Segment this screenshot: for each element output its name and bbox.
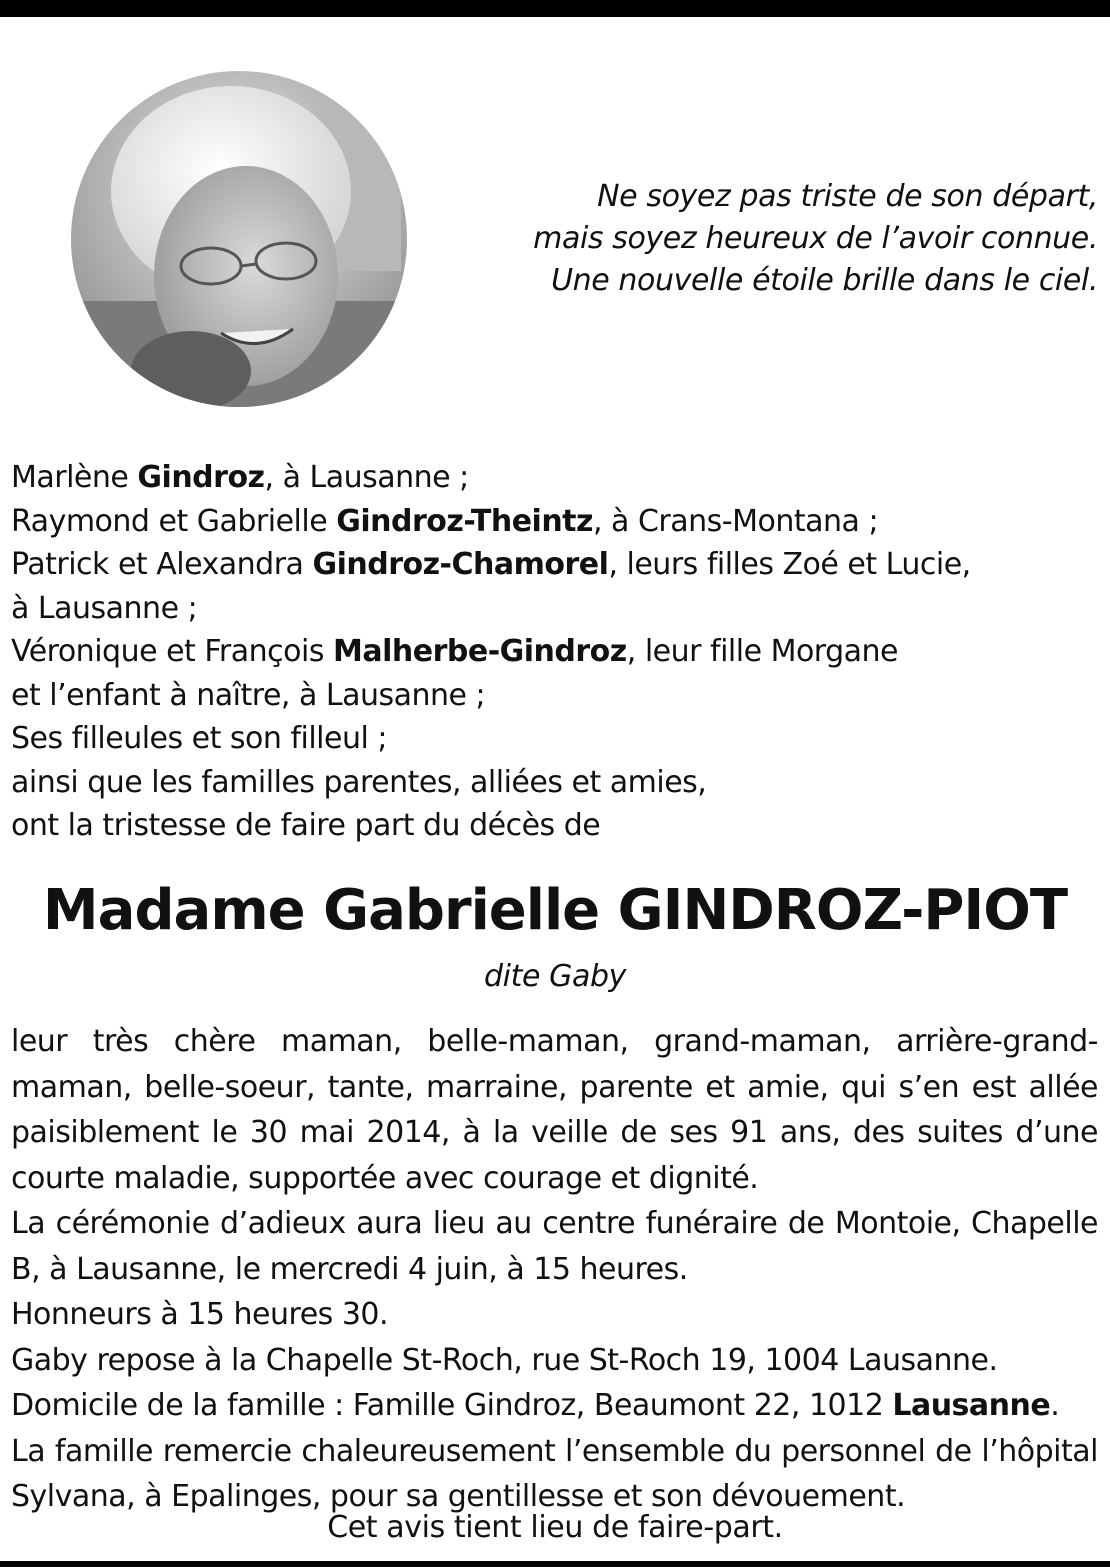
family-announcement <box>11 456 1101 848</box>
family-line: ont la tristesse de faire part du décès de <box>11 808 601 843</box>
family-line: à Lausanne ; <box>11 590 198 626</box>
family-line: et l’enfant à naître, à Lausanne ; <box>11 677 486 713</box>
family-surname: Gindroz <box>137 460 265 495</box>
family-line: ainsi que les familles parentes, alliées et amies, <box>11 764 707 800</box>
family-line: Marlène Gindroz, à Lausanne ; <box>11 460 469 495</box>
honours-line: Honneurs à 15 heures 30. <box>11 1297 389 1332</box>
family-surname: Gindroz-Chamorel <box>312 547 609 582</box>
top-rule <box>0 0 1110 17</box>
ceremony-paragraph: La cérémonie d’adieux aura lieu au centre funéraire de Montoie, Chapelle B, à Lausanne, le mercredi 4 juin, à 15 heures. <box>11 1206 1098 1287</box>
epitaph-quote <box>478 176 1098 302</box>
family-line: Véronique et François Malherbe-Gindroz, leur fille Morgane <box>11 634 899 669</box>
family-line: Patrick et Alexandra Gindroz-Chamorel, leurs filles Zoé et Lucie, <box>11 547 971 582</box>
portrait-photo <box>71 71 407 407</box>
family-surname: Gindroz-Theintz <box>336 503 593 539</box>
family-line: Ses filleules et son filleul ; <box>11 721 387 756</box>
quote-line: Ne soyez pas triste de son départ, <box>597 179 1098 214</box>
portrait-image <box>71 71 407 407</box>
family-line: Raymond et Gabrielle Gindroz-Theintz, à Crans-Montana ; <box>11 503 879 539</box>
family-surname: Malherbe-Gindroz <box>333 634 627 669</box>
deceased-nickname: dite Gaby <box>484 959 626 994</box>
thanks-paragraph: La famille remercie chaleureusement l’ensemble du personnel de l’hôpital Sylvana, à Epalinges, pour sa gentillesse et son dévouement. <box>11 1433 1098 1514</box>
repose-line: Gaby repose à la Chapelle St-Roch, rue St-Roch 19, 1004 Lausanne. <box>11 1342 998 1378</box>
quote-line: mais soyez heureux de l’avoir connue. <box>533 221 1098 256</box>
body-paragraph: leur très chère maman, belle-maman, grand-maman, arrière-grand-maman, belle-soeur, tante, marraine, parente et amie, qui s’en est allée paisiblement le 30 mai 2014, à la veille de ses 91 ans, des suites d’une courte maladie, supportée avec courage et dignité. <box>11 1024 1098 1196</box>
quote-line: Une nouvelle étoile brille dans le ciel. <box>551 263 1098 298</box>
announcement-body <box>11 1019 1098 1520</box>
closing-note: Cet avis tient lieu de faire-part. <box>327 1510 783 1545</box>
bottom-rule <box>0 1561 1110 1567</box>
domicile-line: Domicile de la famille : Famille Gindroz, Beaumont 22, 1012 Lausanne. <box>11 1388 1060 1423</box>
domicile-city: Lausanne <box>892 1388 1051 1423</box>
deceased-name: Madame Gabrielle GINDROZ-PIOT <box>42 878 1068 943</box>
